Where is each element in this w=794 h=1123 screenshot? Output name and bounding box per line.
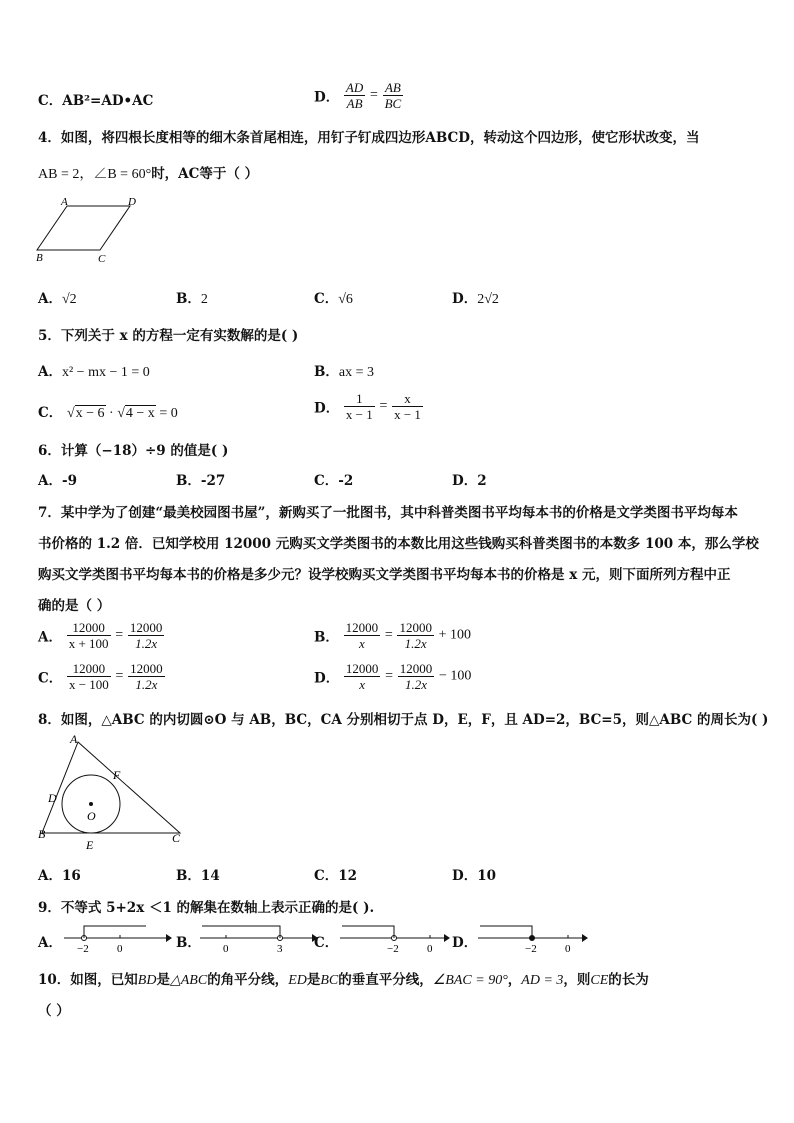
q8-option-d-letter: D． [452,868,478,884]
q7-option-b[interactable] [314,620,471,651]
q8-option-b[interactable] [176,864,220,884]
q8-label-a: A [70,732,78,746]
q6-stem: 6．计算（−18）÷9 的值是( ) [38,443,229,459]
q8-label-e: E [86,838,94,852]
q10-angle: ∠BAC = 90° [432,973,508,988]
q10-text-e: 的角平分线， [207,972,289,988]
q7-option-a-eq: = [115,627,124,643]
q7-option-c-frac1: $\frac{12000}{x - 100}$ [68,661,109,692]
q10-ed: ED [288,973,307,988]
q6-option-b-letter: B． [176,473,201,489]
q8-label-o: O [87,809,96,823]
q10-text-m: ，则 [563,972,591,988]
q9-option-a-letter: A． [38,935,62,951]
q5-option-a[interactable] [38,360,150,381]
q6-option-c[interactable] [314,469,353,489]
q8-option-a-letter: A． [38,868,62,884]
q5-option-d-frac2: $\frac{x}{x - 1}$ [394,391,421,422]
q6-option-d[interactable] [452,469,487,489]
q5-option-c-radicand2: 4 − x [125,406,155,421]
q10-text-i: 的垂直平分线， [338,972,433,988]
q7-option-b-frac1: $\frac{12000}{x}$ [345,620,379,651]
q6-option-b[interactable] [176,469,225,489]
q10-bd: BD [137,973,157,988]
q3-option-d[interactable] [314,80,403,111]
q10-ad: AD = 3 [521,973,564,988]
q4-stem-line1: 4．如图，将四根长度相等的细木条首尾相连，用钉子钉成四边形ABCD，转动这个四边形，使它形状改变，当 [38,130,700,146]
q8-incircle-figure [34,730,194,854]
q3-option-d-frac2: $\frac{AB}{BC}$ [384,80,402,111]
q9-option-d-letter: D． [452,935,478,951]
q7-option-c-eq: = [115,668,124,684]
q10-text-g: 是 [306,972,321,988]
q9-b-tick-2: 3 [277,943,283,955]
q6-option-c-text: -2 [338,473,354,489]
q9-option-d-number-line [476,922,588,956]
q6-option-a-letter: A． [38,473,62,489]
q3-option-c[interactable] [38,89,153,109]
q5-option-b[interactable] [314,360,374,381]
q6-option-a[interactable] [38,469,77,489]
q7-option-a-letter: A． [38,629,62,646]
q5-option-d-frac1: $\frac{1}{x - 1}$ [345,391,373,422]
q4-option-c[interactable] [314,287,353,308]
q7-option-b-tail: + 100 [438,627,472,643]
q9-option-d[interactable] [452,931,477,951]
q4-label-c: C [98,253,106,265]
q7-option-d-letter: D． [314,670,340,687]
q5-option-b-text: ax = 3 [338,365,375,380]
q7-stem-line3: 购买文学类图书平均每本书的价格是多少元？设学校购买文学类图书平均每本书的价格是 x 元，则下面所列方程中正 [38,567,731,583]
q5-option-c-tail: = 0 [159,406,178,421]
q7-stem-line4: 确的是（ ） [38,598,111,614]
q9-option-a[interactable] [38,931,62,951]
q5-option-a-text: x² − mx − 1 = 0 [61,365,150,380]
q4-option-d-text: 2√2 [477,292,499,307]
q4-option-c-letter: C． [314,291,339,307]
q9-option-a-number-line [62,922,172,956]
q5-option-c-expr: √x − 6 · √4 − x = 0 [66,406,178,421]
q7-option-c-frac2: $\frac{12000}{1.2x}$ [130,661,163,692]
q4-option-b[interactable] [176,287,208,308]
q9-option-b-letter: B． [176,935,201,951]
q7-option-a-frac1: $\frac{12000}{x + 100}$ [68,620,109,651]
q10-text-o: 的长为 [608,972,649,988]
q9-option-b-number-line [198,922,318,956]
q8-label-c: C [172,831,181,845]
q10-text-c: 是 [156,972,170,988]
q7-option-d-tail: − 100 [438,668,472,684]
q4-option-d-letter: D． [452,291,478,307]
q3-option-d-frac1: $\frac{AD}{AB}$ [345,80,364,111]
q8-option-a[interactable] [38,864,81,884]
q8-option-b-letter: B． [176,868,201,884]
q4-label-d: D [128,196,136,208]
q9-option-c-letter: C． [314,935,339,951]
q10-bc: BC [320,973,339,988]
q4-label-b: B [36,252,43,264]
q9-c-tick-2: 0 [427,943,433,955]
q4-option-a-letter: A． [38,291,62,307]
q4-option-a[interactable] [38,287,77,308]
q3-option-c-text: AB²=AD•AC [62,93,154,109]
q10-stem-line1 [38,968,649,989]
q5-option-d-eq: = [379,398,388,414]
q4-option-c-text: √6 [338,292,353,307]
q8-label-d: D [48,791,57,805]
q4-option-d[interactable] [452,287,499,308]
q8-option-c[interactable] [314,864,357,884]
q3-option-d-eq: = [369,87,378,103]
q7-option-d-frac1: $\frac{12000}{x}$ [345,661,379,692]
q5-option-c-dot: · [109,406,114,421]
q6-option-c-letter: C． [314,473,339,489]
q7-option-d-eq: = [385,668,394,684]
q8-stem: 8．如图，△ABC 的内切圆⊙O 与 AB，BC，CA 分别相切于点 D，E，F，且 AD=2，BC=5，则△ABC 的周长为( ) [38,712,769,728]
q4-condition: AB = 2，∠B = 60° [38,167,152,182]
q5-stem: 5．下列关于 x 的方程一定有实数解的是( ) [38,328,299,344]
q4-stem-line2 [38,162,258,183]
q9-stem: 9．不等式 5+2x ＜1 的解集在数轴上表示正确的是( ). [38,900,375,916]
q7-stem-line2: 书价格的 1.2 倍．已知学校用 12000 元购买文学类图书的本数比用这些钱购买科普类图书的本数多 100 本，那么学校 [38,536,759,552]
q3-option-c-letter: C． [38,93,63,109]
q9-d-tick-1: −2 [525,943,537,955]
q6-option-d-letter: D． [452,473,478,489]
q8-option-d[interactable] [452,864,496,884]
q5-option-a-letter: A． [38,364,62,380]
q9-b-tick-1: 0 [223,943,229,955]
q4-stem-tail: 时，AC等于（ ） [151,166,259,182]
q7-stem-line1: 7．某中学为了创建“最美校园图书屋”，新购买了一批图书，其中科普类图书平均每本书的价格是文学类图书平均每本 [38,505,738,521]
q4-parallelogram-figure [34,194,144,266]
q7-option-c[interactable] [38,661,165,692]
q10-ce: CE [590,973,609,988]
q9-option-c[interactable] [314,931,338,951]
q8-option-c-text: 12 [338,868,358,884]
q10-stem-line2: （ ） [38,1003,70,1019]
q8-option-c-letter: C． [314,868,339,884]
q4-option-b-text: 2 [200,292,208,307]
q9-option-c-number-line [338,922,450,956]
q7-option-d[interactable] [314,661,471,692]
q7-option-d-frac2: $\frac{12000}{1.2x}$ [399,661,433,692]
q4-label-a: A [61,196,68,208]
q5-option-d-letter: D． [314,400,340,417]
q4-option-a-text: √2 [61,292,77,307]
q9-d-tick-2: 0 [565,943,571,955]
q8-option-b-text: 14 [200,868,220,884]
q7-option-c-letter: C． [38,670,63,687]
q8-option-d-text: 10 [477,868,497,884]
q9-c-tick-1: −2 [387,943,399,955]
q5-option-c[interactable] [38,401,178,422]
q9-a-tick-1: −2 [77,943,89,955]
q4-option-b-letter: B． [176,291,201,307]
q5-option-c-radicand1: x − 6 [75,406,105,421]
q7-option-b-letter: B． [314,629,339,646]
q5-option-c-letter: C． [38,405,63,421]
q6-option-a-text: -9 [61,473,77,489]
q8-option-a-text: 16 [61,868,81,884]
q6-option-b-text: -27 [200,473,226,489]
q7-option-b-frac2: $\frac{12000}{1.2x}$ [399,620,432,651]
q5-option-b-letter: B． [314,364,339,380]
q6-option-d-text: 2 [477,473,487,489]
q7-option-a[interactable] [38,620,164,651]
q7-option-a-frac2: $\frac{12000}{1.2x}$ [129,620,163,651]
q10-text-k: ， [507,972,522,988]
q9-a-tick-2: 0 [117,943,123,955]
q8-label-f: F [113,768,121,782]
q7-option-b-eq: = [384,627,393,643]
q5-option-d[interactable] [314,391,423,422]
q3-option-d-letter: D． [314,89,340,106]
q8-label-b: B [38,827,46,841]
q10-text-a: 10．如图，已知 [38,972,138,988]
q10-triangle: △ABC [169,973,208,988]
